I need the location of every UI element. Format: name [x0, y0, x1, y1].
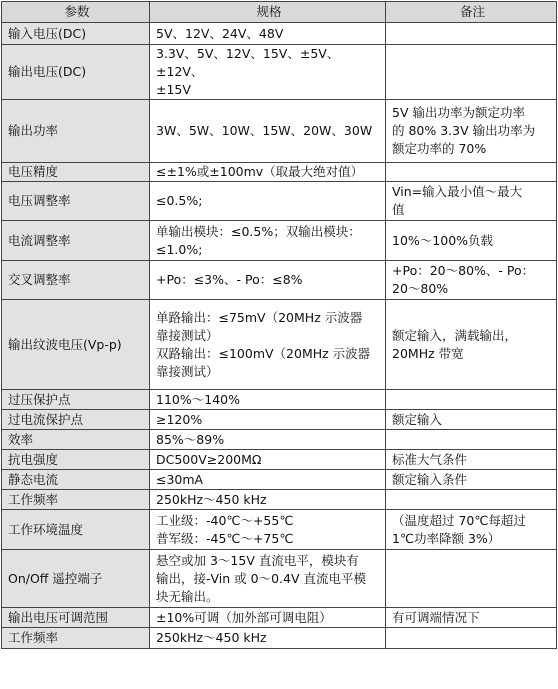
spec-cell — [150, 430, 386, 450]
note-cell — [386, 45, 557, 100]
spec-line: 输出，接-Vin 或 0～0.4V 直流电平模 — [156, 570, 366, 586]
note-line: 20MHz 带宽 — [392, 345, 464, 361]
note-cell — [386, 261, 557, 300]
note-line: （温度超过 70℃每超过 — [392, 512, 526, 528]
header-param: 参数 — [2, 2, 150, 23]
param-cell: 输出电压可调范围 — [2, 608, 150, 628]
param-cell: 过电流保护点 — [2, 410, 150, 430]
note-cell — [386, 23, 557, 45]
note-line: 额定输入 — [392, 411, 443, 427]
param-cell: 输出功率 — [2, 100, 150, 163]
spec-line: 单路输出：≤75mV（20MHz 示波器 — [156, 309, 363, 325]
spec-cell — [150, 163, 386, 182]
param-cell: 交叉调整率 — [2, 261, 150, 300]
header-row — [2, 2, 557, 23]
spec-table — [1, 1, 557, 649]
param-cell: 电压调整率 — [2, 182, 150, 221]
spec-line: ±15V — [156, 82, 191, 97]
param-cell: 工作频率 — [2, 628, 150, 649]
table-row — [2, 550, 557, 608]
spec-cell — [150, 628, 386, 649]
spec-line: 悬空或加 3～15V 直流电平，模块有 — [156, 552, 359, 568]
note-line: 额定输入，满载输出， — [392, 327, 518, 343]
spec-cell — [150, 100, 386, 163]
spec-cell — [150, 490, 386, 510]
spec-line: 250kHz～450 kHz — [156, 491, 267, 507]
param-cell: 电压精度 — [2, 163, 150, 182]
table-row — [2, 45, 557, 100]
note-line: 额定输入条件 — [392, 471, 468, 487]
note-cell — [386, 470, 557, 490]
note-cell — [386, 182, 557, 221]
note-line: 有可调端情况下 — [392, 609, 480, 625]
spec-cell — [150, 390, 386, 410]
note-cell — [386, 628, 557, 649]
spec-cell — [150, 182, 386, 221]
spec-line: DC500V≥200MΩ — [156, 451, 262, 467]
note-line: 标准大气条件 — [392, 451, 468, 467]
table-row — [2, 182, 557, 221]
param-cell: 静态电流 — [2, 470, 150, 490]
note-line: 20～80% — [392, 281, 449, 296]
param-cell: 效率 — [2, 430, 150, 450]
spec-line: 靠接测试） — [156, 363, 219, 379]
spec-line: ≤30mA — [156, 471, 204, 487]
table-row — [2, 261, 557, 300]
note-cell — [386, 100, 557, 163]
spec-line: 靠接测试） — [156, 327, 219, 343]
param-cell: 输出纹波电压(Vp-p) — [2, 300, 150, 390]
spec-line: ≤0.5%; — [156, 193, 203, 208]
param-cell: 输出电压(DC) — [2, 45, 150, 100]
note-cell — [386, 608, 557, 628]
table-row — [2, 100, 557, 163]
spec-line: 工业级：-40℃～+55℃ — [156, 512, 294, 528]
table-row — [2, 410, 557, 430]
note-cell — [386, 550, 557, 608]
note-line: 5V 输出功率为额定功率 — [392, 105, 525, 120]
param-cell: 工作频率 — [2, 490, 150, 510]
note-cell — [386, 390, 557, 410]
note-cell — [386, 490, 557, 510]
table-row — [2, 470, 557, 490]
spec-line: 85%～89% — [156, 431, 225, 447]
table-row — [2, 628, 557, 649]
note-cell — [386, 450, 557, 470]
note-line: Vin=输入最小值～最大 — [392, 184, 523, 199]
spec-line: 3W、5W、10W、15W、20W、30W — [156, 123, 373, 138]
note-cell — [386, 410, 557, 430]
table-row — [2, 23, 557, 45]
table-row — [2, 608, 557, 628]
note-cell — [386, 430, 557, 450]
spec-cell — [150, 23, 386, 45]
spec-cell — [150, 221, 386, 261]
table-row — [2, 390, 557, 410]
table-row — [2, 450, 557, 470]
note-line: 1℃功率降额 3%） — [392, 530, 501, 546]
note-cell — [386, 163, 557, 182]
param-cell: 输入电压(DC) — [2, 23, 150, 45]
note-line: 额定功率的 70% — [392, 141, 487, 156]
header-spec: 规格 — [150, 2, 386, 23]
param-cell: On/Off 遥控端子 — [2, 550, 150, 608]
spec-line: +Po：≤3%、- Po：≤8% — [156, 272, 303, 287]
spec-line: 3.3V、5V、12V、15V、±5V、±12V、 — [156, 46, 340, 79]
spec-cell — [150, 261, 386, 300]
spec-line: 普军级：-45℃～+75℃ — [156, 530, 294, 546]
note-line: 值 — [392, 202, 405, 217]
spec-line: 5V、12V、24V、48V — [156, 25, 284, 41]
spec-line: 单输出模块：≤0.5%；双输出模块： — [156, 223, 361, 239]
spec-cell — [150, 410, 386, 430]
table-row — [2, 300, 557, 390]
note-line: 的 80% 3.3V 输出功率为 — [392, 123, 536, 138]
note-cell — [386, 300, 557, 390]
table-row — [2, 430, 557, 450]
spec-cell — [150, 470, 386, 490]
table-row — [2, 221, 557, 261]
header-note: 备注 — [386, 2, 557, 23]
spec-line: 250kHz～450 kHz — [156, 630, 267, 645]
spec-line: 110%～140% — [156, 391, 240, 407]
note-line: 10%～100%负载 — [392, 232, 494, 248]
spec-cell — [150, 608, 386, 628]
table-row — [2, 490, 557, 510]
spec-cell — [150, 45, 386, 100]
param-cell: 电流调整率 — [2, 221, 150, 261]
spec-cell — [150, 550, 386, 608]
param-cell: 工作环境温度 — [2, 510, 150, 550]
spec-line: 双路输出：≤100mV（20MHz 示波器 — [156, 345, 371, 361]
note-cell — [386, 510, 557, 550]
table-row — [2, 163, 557, 182]
spec-line: ±10%可调（加外部可调电阻） — [156, 609, 332, 625]
spec-line: ≤±1%或±100mv（取最大绝对值） — [156, 164, 364, 179]
note-cell — [386, 221, 557, 261]
spec-line: 块无输出。 — [156, 588, 219, 604]
spec-cell — [150, 450, 386, 470]
param-cell: 抗电强度 — [2, 450, 150, 470]
spec-line: ≥120% — [156, 411, 203, 427]
spec-line: ≤1.0%; — [156, 241, 203, 257]
spec-cell — [150, 300, 386, 390]
param-cell: 过压保护点 — [2, 390, 150, 410]
spec-cell — [150, 510, 386, 550]
table-row — [2, 510, 557, 550]
note-line: +Po：20～80%、- Po： — [392, 263, 535, 278]
